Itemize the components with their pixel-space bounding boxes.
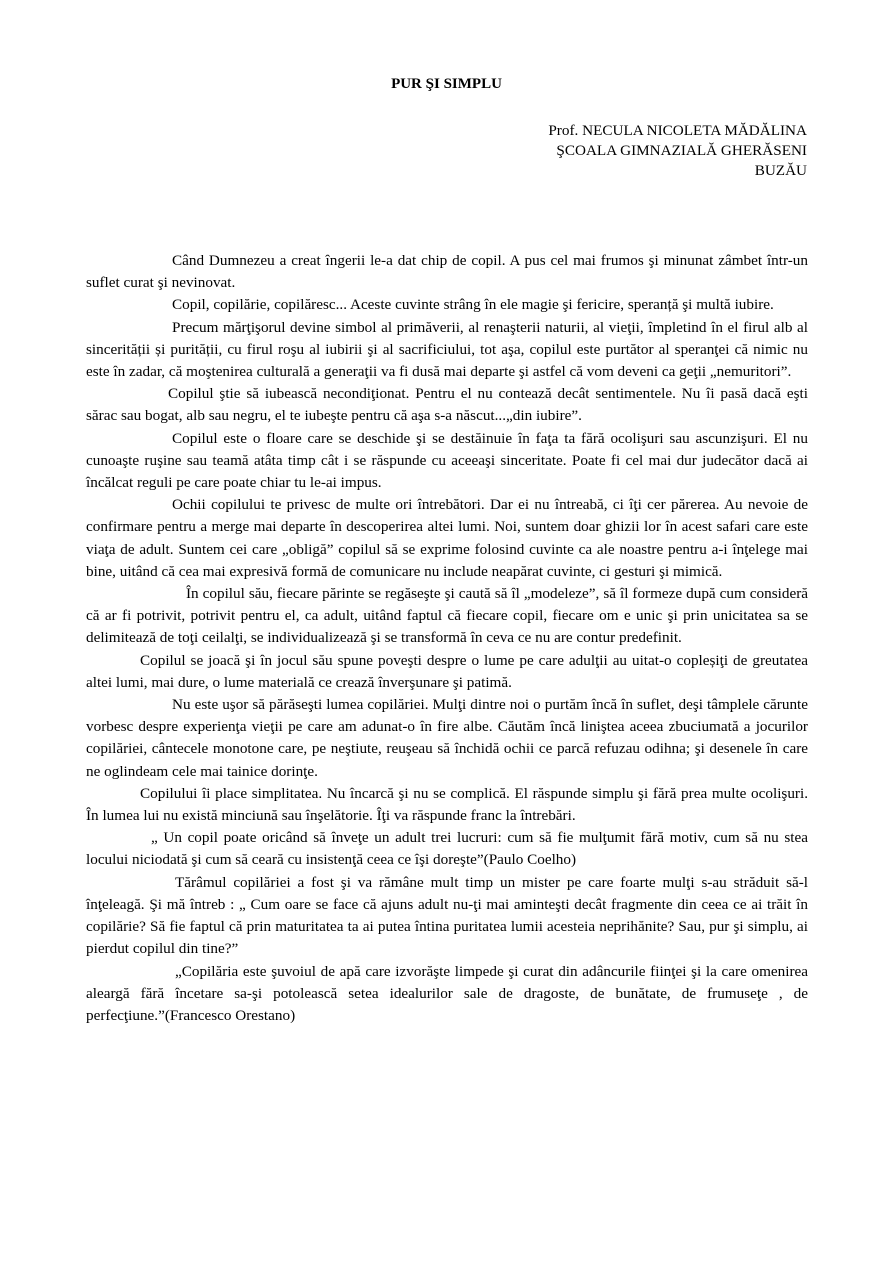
quote-coelho: „ Un copil poate oricând să înveţe un adult trei lucruri: cum să fie mulţumit fără motiv, cum să nu stea locului niciodată şi cum să ceară cu insistenţă ceea ce îşi doreşte”(Paulo Coelho)	[86, 829, 808, 869]
document-title: PUR ŞI SIMPLU	[391, 76, 502, 92]
paragraph: Ochii copilului te privesc de multe ori întrebători. Dar ei nu întreabă, ci îţi cer părerea. Au nevoie de confirmare pentru a merge mai departe în descoperirea altei lumi. Noi, suntem doar ghizii lor în acest safari care este viaţa de adult. Suntem cei care „obligă” copilul să se exprime folosind cuvinte ca ale noastre pentru a-i înţelege mai bine, uitând că cea mai expresivă formă de comunicare nu include neapărat cuvinte, ci gesturi şi mimică.	[86, 496, 808, 580]
author-city: BUZĂU	[754, 162, 807, 179]
paragraph: Când Dumnezeu a creat îngerii le-a dat chip de copil. A pus cel mai frumos şi minunat zâmbet într-un suflet curat şi nevinovat.	[86, 252, 808, 292]
paragraph: Copilului îi place simplitatea. Nu încarcă şi nu se complică. El răspunde simplu şi fără prea multe ocolişuri. În lumea lui nu există minciună sau înşelătorie. Îţi va răspunde franc la întrebări.	[86, 784, 808, 825]
quote-orestano: „Copilăria este şuvoiul de apă care izvorăşte limpede şi curat din adâncurile fiinţei şi la care omenirea aleargă fără încetare sa-şi potolească setea idealurilor sale de dragoste, de bunătate, de frumuseţe , de perfecţiune.”(Francesco Orestano)	[86, 962, 808, 1024]
paragraph: Copilul este o floare care se deschide şi se destăinuie în faţa ta fără ocolişuri sau ascunzişuri. El nu cunoaşte ruşine sau teamă atâta timp cât i se răspunde cu aceeaşi sinceritate. Poate fi cel mai dur judecător dacă ai încălcat reguli pe care poate chiar tu le-ai impus.	[86, 429, 808, 492]
author-name: Prof. NECULA NICOLETA MĂDĂLINA	[548, 122, 807, 139]
paragraph: Copilul se joacă şi în jocul său spune poveşti despre o lume pe care adulţii au uitat-o copleșiţi de greutatea altei lumi, mai dure, o lume materială ce crează înverşunare şi patimă.	[86, 651, 808, 691]
paragraph: În copilul său, fiecare părinte se regăseşte şi caută să îl „modeleze”, să îl formeze după cum consideră că ar fi potrivit, potrivit pentru el, ca adult, uitând faptul că fiecare copil, fiecare om e unic şi prin unicitatea sa se delimitează de toţi ceilalţi, se individualizează şi se transformă în ceva ce nu are contur predefinit.	[86, 585, 808, 647]
paragraph: Nu este uşor să părăseşti lumea copilăriei. Mulţi dintre noi o purtăm încă în suflet, deşi tâmplele cărunte vorbesc despre experienţa vieţii pe care am adunat-o în fire albe. Căutăm încă liniştea aceea zbuciumată a jocurilor copilăriei, cântecele monotone care, pe neştiute, reuşeau să închidă ochii ce parcă refuzau odihna; şi desenele în care ne oglindeam cele mai tainice dorinţe.	[86, 696, 808, 780]
author-block	[548, 121, 807, 181]
paragraph: Precum mărţişorul devine simbol al primăverii, al renaşterii naturii, al vieţii, împletind în el firul alb al sincerității și purității, cu firul roşu al iubirii şi al sacrificiului, tot aşa, copilul este purtător al speranţei că nimic nu este în zadar, că moştenirea culturală a generaţii va fi dusă mai departe şi astfel că vom deveni ca geţii „nemuritori”.	[86, 318, 808, 381]
paragraph: Copil, copilărie, copilăresc... Aceste cuvinte strâng în ele magie şi fericire, speranță şi multă iubire.	[172, 296, 774, 314]
author-school: ŞCOALA GIMNAZIALĂ GHERĂSENI	[556, 142, 807, 159]
paragraph: Tărâmul copilăriei a fost şi va rămâne mult timp un mister pe care foarte mulţi s-au străduit să-l înţeleagă. Şi mă întreb : „ Cum oare se face că ajuns adult nu-ţi mai aminteşti decât fragmente din ceea ce ai trăit în copilărie? Să fie faptul că prin maturitatea ta ai putea întina puritatea lumii acesteia neprihănite? Sau, pur şi simplu, ai pierdut copilul din tine?”	[86, 873, 808, 958]
document-body	[86, 250, 808, 1027]
paragraph: Copilul ştie să iubească necondiţionat. Pentru el nu contează decât sentimentele. Nu îi pasă dacă eşti sărac sau bogat, alb sau negru, el te iubeşte pentru că aşa s-a născut...„din iubire”.	[86, 385, 808, 425]
